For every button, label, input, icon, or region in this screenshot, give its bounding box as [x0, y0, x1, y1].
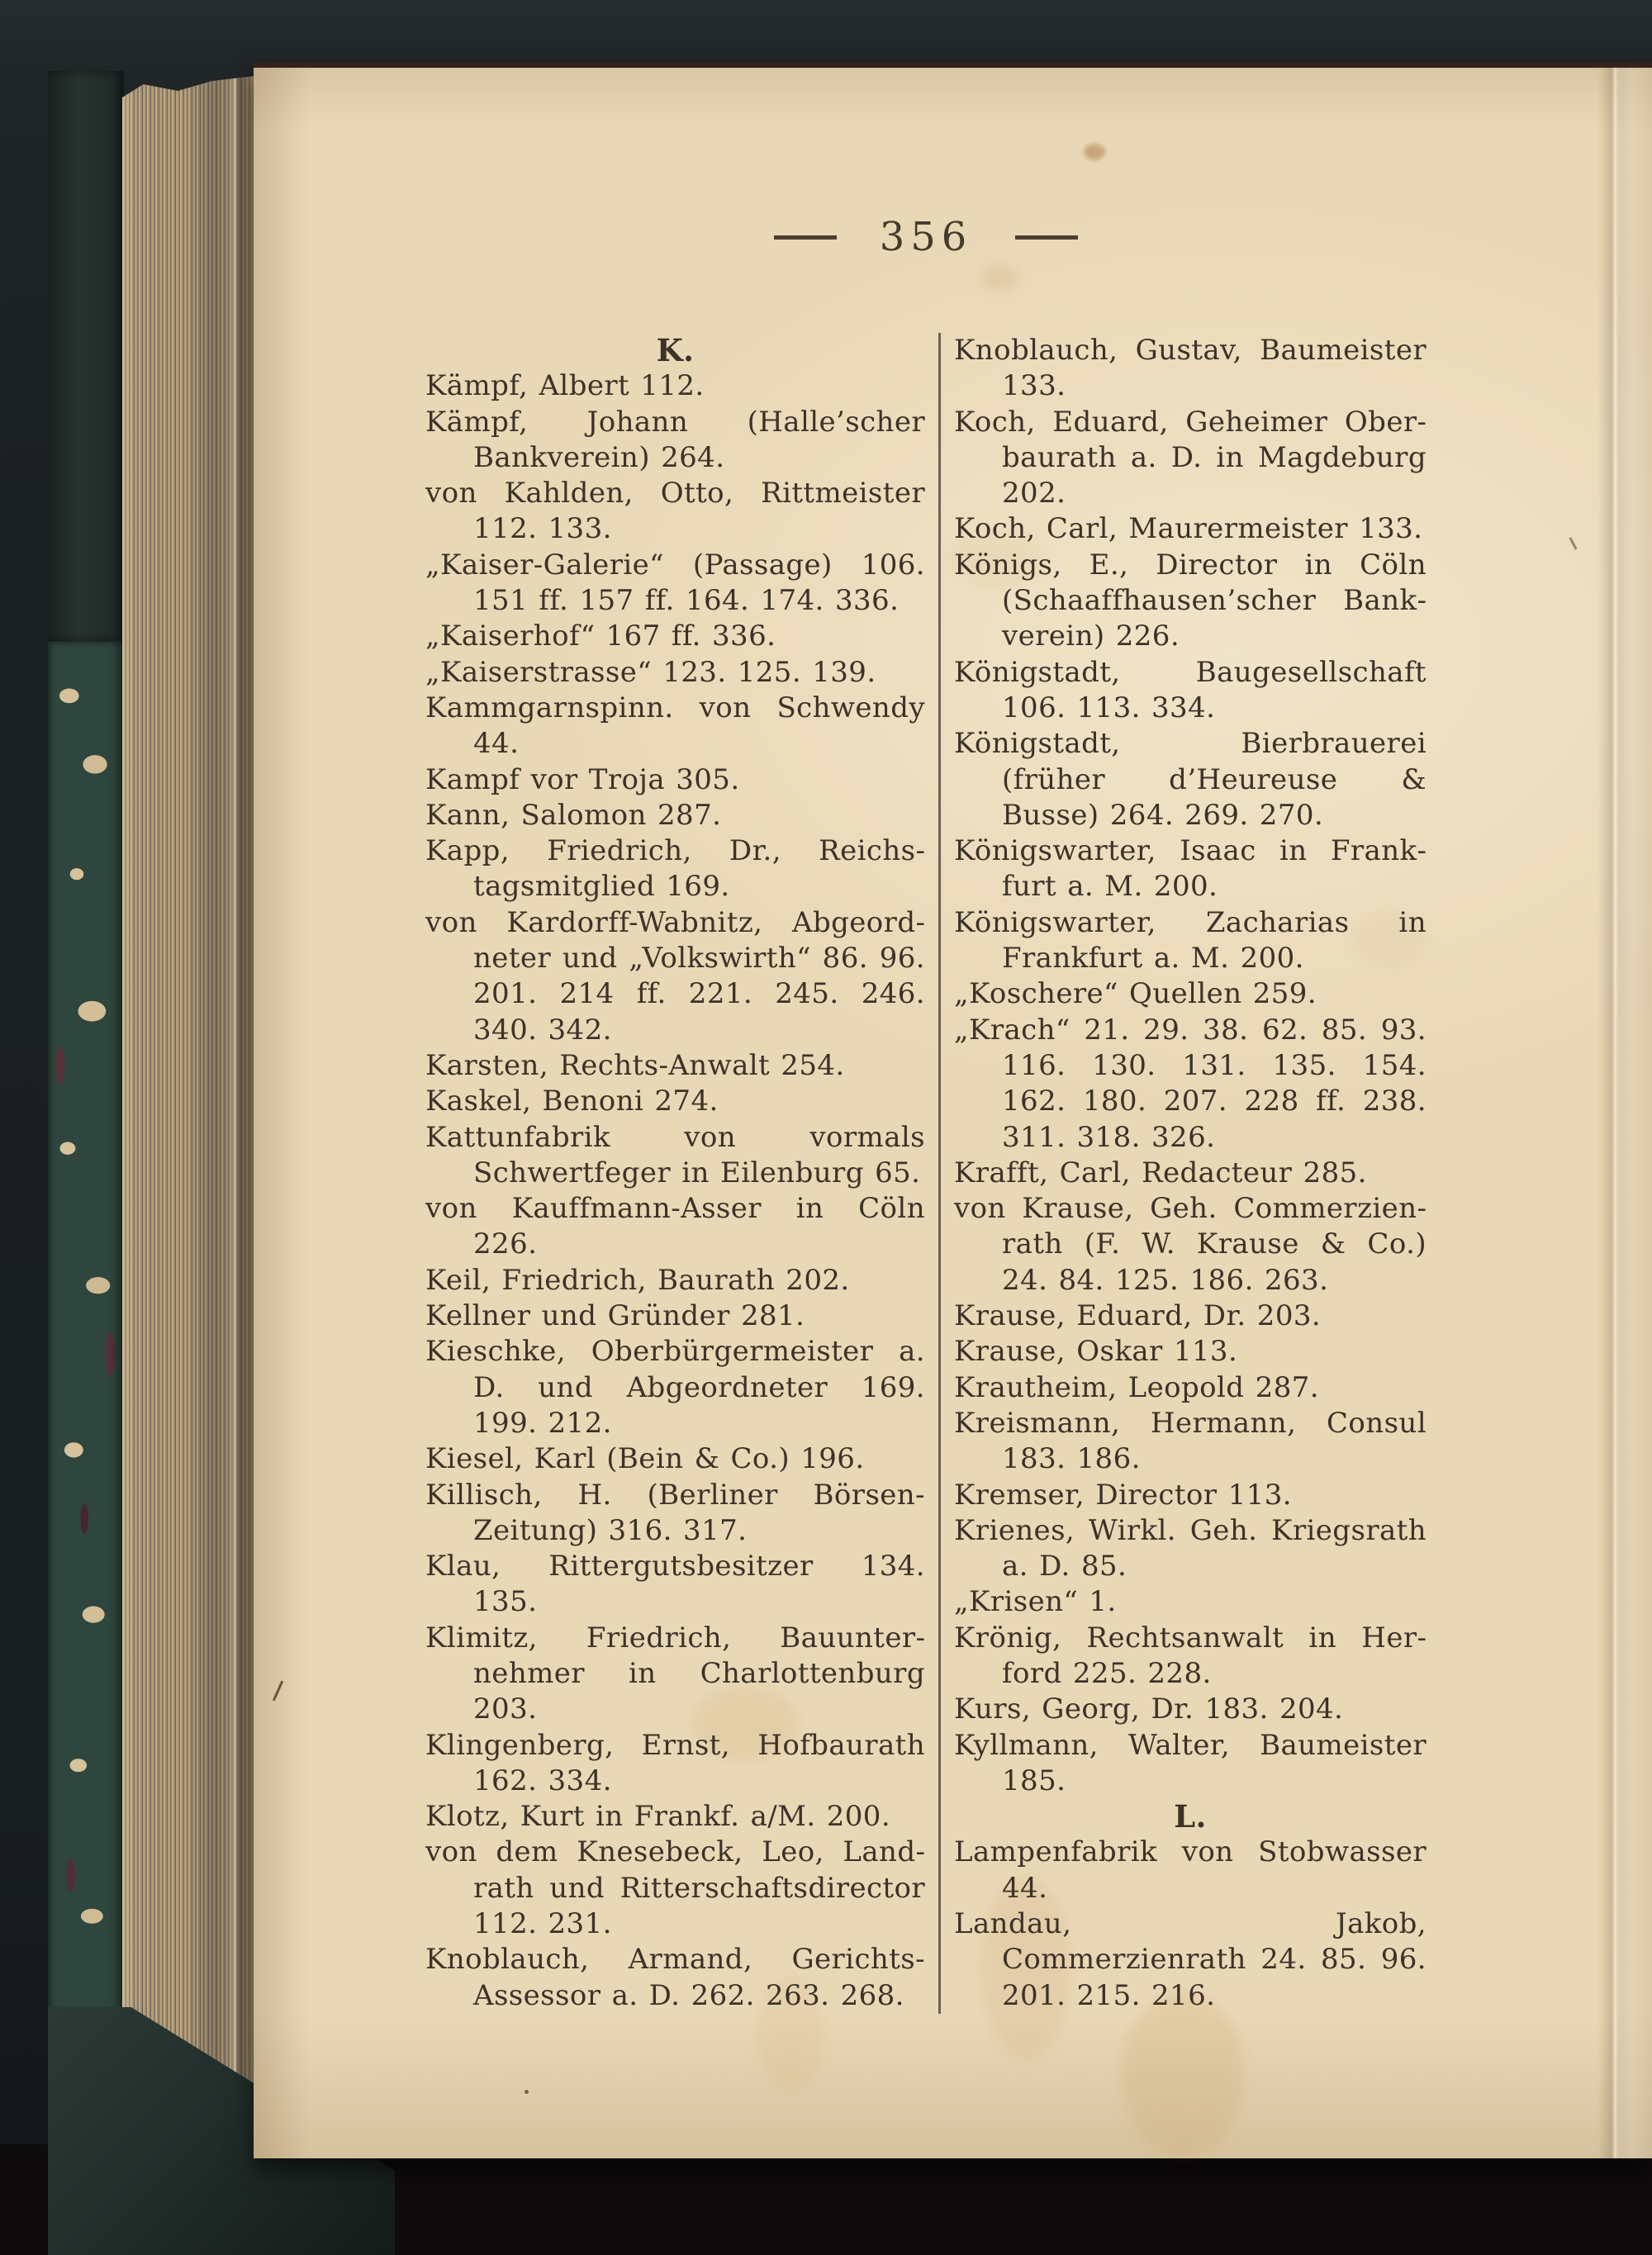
page-number: 356	[879, 214, 973, 260]
index-entry: von Krause, Geh. Commerzienrath (F. W. Krause & Co.) 24. 84. 125. 186. 263.	[954, 1192, 1427, 1297]
index-entry: Karsten, Rechts-Anwalt 254.	[425, 1048, 845, 1082]
index-entry: Kammgarnspinn. von Schwendy 44.	[425, 691, 925, 761]
index-entry: Klotz, Kurt in Frankf. a/M. 200.	[425, 1800, 891, 1834]
index-entry: Kampf vor Troja 305.	[425, 762, 740, 796]
index-entry: Krienes, Wirkl. Geh. Kriegsrath a. D. 85.	[954, 1513, 1427, 1583]
book-page	[254, 63, 1652, 2158]
index-entry: Kiesel, Karl (Bein & Co.) 196.	[425, 1442, 865, 1476]
stain-spot	[1121, 1992, 1245, 2158]
stray-ink-mark	[273, 1681, 283, 1702]
index-entry: Kämpf, Johann (Halle’scher Bankverein) 264.	[425, 405, 925, 474]
index-entry: Klimitz, Friedrich, Bauunternehmer in Charlottenburg 203.	[425, 1621, 925, 1726]
index-entry: Killisch, H. (Berliner Börsen-Zeitung) 316. 317.	[425, 1478, 925, 1547]
index-entry: Kremser, Director 113.	[954, 1478, 1292, 1512]
index-entry: Krautheim, Leopold 287.	[954, 1370, 1319, 1404]
stray-ink-mark	[1569, 537, 1577, 550]
index-entry: Krause, Oskar 113.	[954, 1335, 1238, 1369]
stain-spot	[1084, 144, 1105, 160]
index-entry: Kann, Salomon 287.	[425, 798, 722, 832]
index-columns	[425, 333, 1427, 2014]
index-entry: Klingenberg, Ernst, Hofbaurath 162. 334.	[425, 1728, 925, 1797]
book-cover-edge	[48, 71, 124, 2243]
index-entry: Kieschke, Oberbürgermeister a. D. und Abgeordneter 169. 199. 212.	[425, 1335, 925, 1440]
index-entry: „Kaiserstrasse“ 123. 125. 139.	[425, 655, 876, 689]
index-entry: Kurs, Georg, Dr. 183. 204.	[954, 1692, 1344, 1726]
index-entry: „Krach“ 21. 29. 38. 62. 85. 93. 116. 130. 131. 135. 154. 162. 180. 207. 228 ff. 238. 311. 318. 326.	[954, 1013, 1427, 1154]
index-entry: Knoblauch, Gustav, Baumeister 133.	[954, 334, 1427, 403]
index-entry: Krafft, Carl, Redacteur 285.	[954, 1156, 1367, 1189]
stray-ink-mark	[525, 2090, 529, 2094]
index-entry: von Kahlden, Otto, Rittmeister 112. 133.	[425, 477, 925, 546]
index-entry: Kattunfabrik von vormals Schwertfeger in Eilenburg 65.	[425, 1120, 925, 1189]
index-entry: Königswarter, Zacharias in Frankfurt a. M. 200.	[954, 905, 1427, 976]
index-entry: Kapp, Friedrich, Dr., Reichstagsmitglied 169.	[425, 834, 925, 904]
index-entry: von Kardorff-Wabnitz, Abgeordneter und „Volkswirth“ 86. 96. 201. 214 ff. 221. 245. 246. 340. 342.	[425, 905, 925, 1047]
page-header	[425, 214, 1427, 260]
index-entry: „Kaiserhof“ 167 ff. 336.	[425, 620, 776, 653]
section-letter-header: L.	[1174, 1798, 1207, 1835]
index-entry: Krönig, Rechtsanwalt in Herford 225. 228.	[954, 1621, 1427, 1690]
index-entry: „Krisen“ 1.	[954, 1585, 1117, 1619]
index-entry: Königstadt, Bierbrauerei (früher d’Heureuse & Busse) 264. 269. 270.	[954, 727, 1427, 832]
page-edges-stack	[122, 76, 254, 2151]
index-entry: Koch, Carl, Maurermeister 133.	[954, 512, 1423, 546]
index-entry: Kämpf, Albert 112.	[425, 369, 705, 403]
page-number-dash-left	[774, 235, 837, 240]
index-entry: Königswarter, Isaac in Frankfurt a. M. 200.	[954, 834, 1427, 904]
index-entry: Koch, Eduard, Geheimer Oberbaurath a. D. in Magdeburg 202.	[954, 405, 1427, 510]
page-content	[425, 214, 1427, 2014]
index-entry: Lampenfabrik von Stobwasser 44.	[954, 1835, 1427, 1905]
index-column-right	[938, 333, 1427, 2014]
index-entry: „Kaiser-Galerie“ (Passage) 106. 151 ff. 157 ff. 164. 174. 336.	[425, 548, 925, 618]
index-entry: Kellner und Gründer 281.	[425, 1299, 805, 1333]
index-entry: von dem Knesebeck, Leo, Landrath und Ritterschaftsdirector 112. 231.	[425, 1835, 925, 1941]
index-entry: von Kauffmann-Asser in Cöln 226.	[425, 1192, 925, 1261]
page-number-dash-right	[1015, 235, 1078, 240]
index-entry: Königstadt, Baugesellschaft 106. 113. 334.	[954, 655, 1427, 724]
index-entry: Kreismann, Hermann, Consul 183. 186.	[954, 1406, 1427, 1476]
index-entry: „Koschere“ Quellen 259.	[954, 977, 1317, 1011]
section-letter-header: K.	[656, 332, 695, 368]
index-column-left	[425, 333, 925, 2014]
cover-marbled-paper	[48, 641, 124, 2012]
index-entry: Knoblauch, Armand, Gerichts-Assessor a. D. 262. 263. 268.	[425, 1943, 925, 2012]
cover-leather-top	[48, 71, 124, 641]
index-entry: Keil, Friedrich, Baurath 202.	[425, 1263, 850, 1297]
index-entry: Klau, Rittergutsbesitzer 134. 135.	[425, 1550, 925, 1619]
page-right-edge	[1618, 68, 1652, 2158]
index-entry: Königs, E., Director in Cöln (Schaaffhausen’scher Bankverein) 226.	[954, 548, 1427, 653]
index-entry: Landau, Jakob, Commerzienrath 24. 85. 96. 201. 215. 216.	[954, 1907, 1427, 2012]
index-entry: Krause, Eduard, Dr. 203.	[954, 1299, 1322, 1333]
index-entry: Kaskel, Benoni 274.	[425, 1085, 719, 1118]
index-entry: Kyllmann, Walter, Baumeister 185.	[954, 1728, 1427, 1797]
